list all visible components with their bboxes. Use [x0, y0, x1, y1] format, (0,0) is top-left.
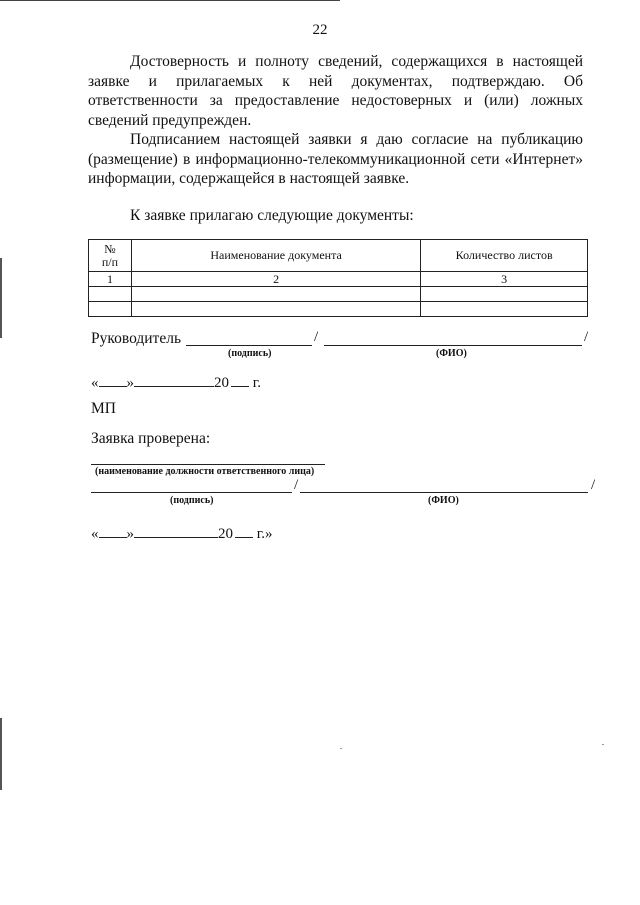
year-prefix: 20	[218, 526, 233, 542]
signature-caption: (подпись)	[228, 348, 272, 359]
page-number: 22	[312, 22, 328, 38]
table-cell[interactable]	[421, 287, 588, 302]
date-row	[91, 372, 261, 392]
year-field[interactable]	[231, 372, 249, 387]
separator-slash: /	[314, 329, 319, 345]
day-field[interactable]	[99, 523, 127, 538]
scan-top-rule	[0, 0, 340, 1]
open-quote: «	[91, 375, 99, 391]
table-cell[interactable]	[89, 302, 132, 317]
table-cell: 3	[421, 272, 588, 287]
day-field[interactable]	[99, 372, 127, 387]
header-number-sign: №	[104, 241, 116, 256]
close-quote: »	[126, 526, 134, 542]
head-label: Руководитель	[91, 330, 182, 347]
table-numbering-row	[89, 272, 588, 287]
table-cell: 1	[89, 272, 132, 287]
table-cell: 2	[131, 272, 420, 287]
table-row	[89, 302, 588, 317]
header-document-name: Наименование документа	[131, 240, 420, 272]
name-caption: (ФИО)	[428, 495, 459, 506]
header-number	[89, 240, 132, 272]
stamp-placeholder: МП	[91, 400, 116, 417]
table-cell[interactable]	[421, 302, 588, 317]
month-field[interactable]	[134, 523, 218, 538]
table-cell[interactable]	[89, 287, 132, 302]
attachments-table	[88, 239, 588, 317]
header-sheet-count: Количество листов	[421, 240, 588, 272]
close-quote: »	[126, 375, 134, 391]
table-cell[interactable]	[131, 302, 420, 317]
scan-speck	[602, 744, 604, 745]
month-field[interactable]	[134, 372, 214, 387]
verifier-name-line[interactable]	[300, 492, 588, 493]
verifier-signature-line[interactable]	[91, 492, 292, 493]
separator-slash: /	[591, 477, 596, 493]
head-name-line[interactable]	[324, 345, 582, 346]
year-suffix: г.»	[256, 526, 273, 542]
name-caption: (ФИО)	[436, 348, 467, 359]
attachments-lead: К заявке прилагаю следующие документы:	[130, 207, 414, 224]
open-quote: «	[91, 526, 99, 542]
table-cell[interactable]	[131, 287, 420, 302]
year-suffix: г.	[252, 375, 261, 391]
verification-label: Заявка проверена:	[91, 430, 211, 447]
header-number-abbr: п/п	[101, 254, 119, 269]
scan-left-margin-mark	[0, 718, 2, 790]
confirmation-paragraph: Достоверность и полноту сведений, содержащихся в настоящей заявке и прилагаемых к ней документах, подтверждаю. Об ответственности за предоставление недостоверных и (или) ложных сведений предупрежден.	[88, 53, 583, 129]
table-header-row	[89, 240, 588, 272]
position-caption: (наименование должности ответственного лица)	[95, 466, 315, 477]
signature-caption: (подпись)	[170, 495, 214, 506]
separator-slash: /	[584, 329, 589, 345]
consent-paragraph: Подписанием настоящей заявки я даю согласие на публикацию (размещение) в информационно-телекоммуникационной сети «Интернет» информации, содержащейся в настоящей заявке.	[88, 131, 583, 187]
scan-speck	[340, 748, 342, 749]
position-line[interactable]	[91, 464, 325, 465]
date-row	[91, 523, 272, 543]
separator-slash: /	[294, 477, 299, 493]
year-field[interactable]	[235, 523, 253, 538]
scan-left-margin-mark	[0, 258, 2, 338]
head-signature-line[interactable]	[186, 345, 312, 346]
table-row	[89, 287, 588, 302]
year-prefix: 20	[214, 375, 229, 391]
